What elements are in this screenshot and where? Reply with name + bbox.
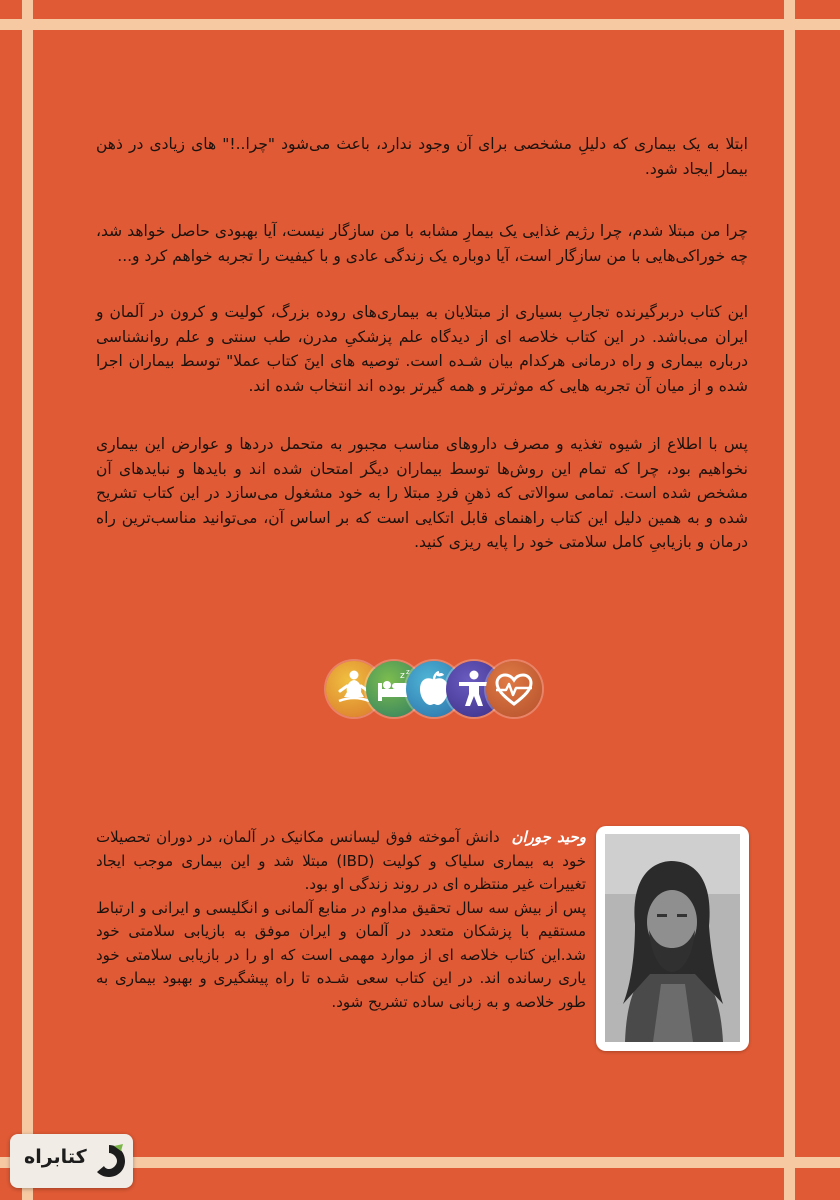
heart-pulse-icon xyxy=(486,661,542,717)
author-bio xyxy=(96,826,586,1014)
frame-line-left xyxy=(22,0,33,1200)
frame-line-right xyxy=(784,0,795,1200)
ketabrah-logo-icon xyxy=(90,1142,128,1180)
paragraph-benefits: پس با اطلاع از شیوه تغذیه و مصرف داروهای مناسب مجبور به متحمل دردها و عوارض این بیماری نخواهیم بود، چرا که تمام این روش‌ها توسط بیماران دیگر امتحان شده اند و بایدها و نبایدهای آن مشخص شده است. تمامی سوالاتی که ذهنِ فردِ مبتلا را به خود مشغول می‌سازد در این کتاب تشریح شده و به همین دلیل این کتاب راهنمای قابل اتکایی است که بر اساس آن، می‌توانید مناسب‌ترین راه درمان و بازیابیِ کامل سلامتی خود را پایه ریزی کنید. xyxy=(96,435,748,551)
paragraph-questions: چرا من مبتلا شدم، چرا رژیم غذایی یک بیمارِ مشابه با من سازگار نیست، آیا بهبودی حاصل خواهد شد، چه خوراکی‌هایی با من سازگار است، آیا دوباره یک زندگی عادی و با کیفیت را تجربه خواهم کرد و... xyxy=(96,222,748,265)
author-photo-frame xyxy=(596,826,749,1051)
ketabrah-logo[interactable] xyxy=(10,1134,133,1188)
frame-line-top xyxy=(0,19,840,30)
svg-text:z: z xyxy=(406,668,410,676)
health-icons-row xyxy=(324,661,534,719)
paragraph-book-content: این کتاب دربرگیرنده تجاربِ بسیاری از مبتلایان به بیماری‌های روده بزرگ، کولیت و کرون در آلمان و ایران می‌باشد. در این کتاب خلاصه ای از دیدگاه علم پزشکیِ مدرن، طب سنتی و علم روانشناسی درباره بیماری و راه درمانی هرکدام بیان شـده است. توصیه های اینَ کتاب عملا" توسط بیماران اجرا شده و از میان آن تجربه هایی که موثرتر و همه گیرتر بوده اند انتخاب شده اند. xyxy=(96,303,748,395)
svg-text:z: z xyxy=(400,671,405,681)
author-signature: وحید جوران xyxy=(511,828,586,846)
author-bio-text-2: پس از بیش سه سال تحقیق مداوم در منابع آلمانی و انگلیسی و ایرانی و ارتباط مستقیم با پزشکان متعدد در آلمان و ایران موفق به بازیابی سلامتی خود شد.این کتاب خلاصه ای از موارد مهمی است که او را در بازیابی سلامتی خود یاری رسانده اند. در این کتاب سعی شـده تا راه پیشگیری و بهبود بیماری به طور خلاصه و به زبانی ساده تشریح شود. xyxy=(96,898,586,1011)
paragraph-intro: ابتلا به یک بیماری که دلیلِ مشخصی برای آن وجود ندارد، باعث می‌شود "چرا..!" های زیادی در ذهن بیمار ایجاد شود. xyxy=(96,135,748,178)
author-photo xyxy=(605,834,740,1042)
author-bio-text-1: دانش آموخته فوق لیسانس مکانیک در آلمان، در دوران تحصیلات خود به بیماری سلیاک و کولیت (IBD) مبتلا شد و این بیماری موجب ایجاد تغییرات غیر منتظره ای در روند زندگی او بود. xyxy=(96,828,586,893)
logo-text: کتابراه xyxy=(24,1146,87,1168)
